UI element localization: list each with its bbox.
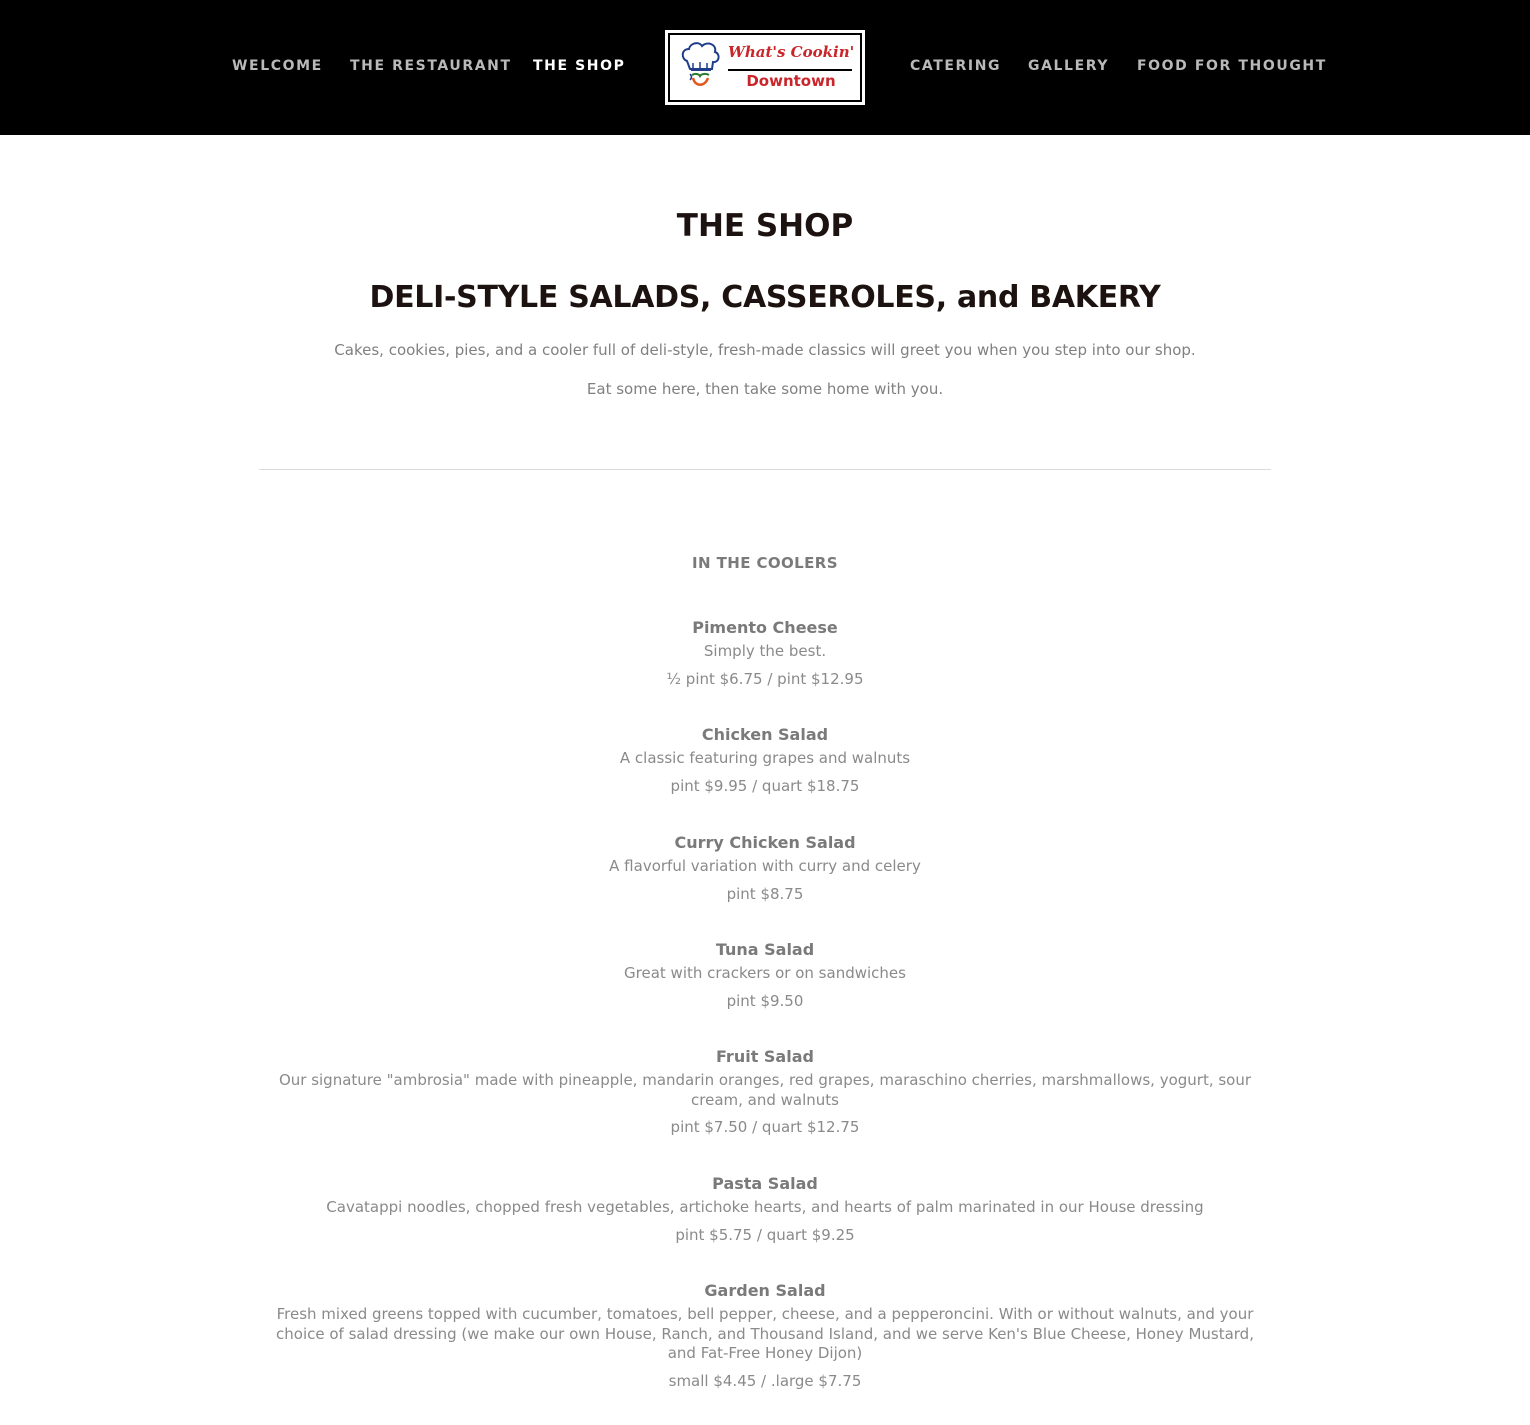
menu-item-description: Cavatappi noodles, chopped fresh vegetables, artichoke hearts, and hearts of palm marinated in our House dressing: [326, 1198, 1204, 1216]
menu-item-name: Garden Salad: [704, 1281, 826, 1300]
site-logo[interactable]: [665, 30, 865, 105]
menu-item-description: A flavorful variation with curry and celery: [609, 857, 921, 875]
menu-item-name: Tuna Salad: [715, 940, 815, 959]
menu-item: [262, 1047, 1268, 1137]
nav-the-restaurant[interactable]: THE RESTAURANT: [350, 58, 512, 74]
menu-item-price: pint $9.50: [726, 991, 804, 1010]
chef-icon: [679, 41, 721, 93]
nav-catering[interactable]: CATERING: [910, 58, 1002, 74]
nav-gallery[interactable]: GALLERY: [1028, 58, 1110, 74]
page-title: THE SHOP: [676, 208, 854, 244]
menu-item-price: pint $9.95 / quart $18.75: [670, 776, 860, 795]
logo-frame: [668, 33, 862, 102]
menu-item-description: Our signature "ambrosia" made with pineapple, mandarin oranges, red grapes, maraschino cherries, marshmallows, yogurt, sour cream, and walnuts: [278, 1071, 1252, 1109]
nav-welcome[interactable]: WELCOME: [232, 58, 323, 74]
menu-item-price: small $4.45 / .large $7.75: [668, 1371, 862, 1390]
menu-item-price: pint $8.75: [726, 884, 804, 903]
menu-item: [262, 725, 1268, 796]
menu-item-description: Simply the best.: [703, 642, 827, 660]
menu-item-name: Pasta Salad: [712, 1174, 818, 1193]
menu-item-name: Pimento Cheese: [692, 618, 838, 637]
logo-underline: [728, 69, 852, 71]
menu-item: [262, 1281, 1268, 1391]
menu-item-name: Fruit Salad: [716, 1047, 814, 1066]
logo-text-downtown: Downtown: [746, 72, 836, 90]
menu-item-description: Great with crackers or on sandwiches: [624, 964, 906, 982]
intro-paragraph-1: Cakes, cookies, pies, and a cooler full of deli-style, fresh-made classics will greet you when you step into our shop.: [334, 341, 1196, 359]
menu-item-name: Curry Chicken Salad: [674, 833, 856, 852]
page-subtitle: DELI-STYLE SALADS, CASSEROLES, and BAKERY: [369, 280, 1161, 315]
intro-paragraph-2: Eat some here, then take some home with you.: [586, 380, 944, 398]
top-navigation-bar: [0, 0, 1530, 135]
nav-food-for-thought[interactable]: FOOD FOR THOUGHT: [1137, 58, 1327, 74]
menu-item-price: pint $5.75 / quart $9.25: [675, 1225, 855, 1244]
menu-item: [262, 1174, 1268, 1245]
menu-item-price: pint $7.50 / quart $12.75: [670, 1118, 860, 1136]
section-title-in-the-coolers: IN THE COOLERS: [692, 554, 838, 572]
menu-item: [262, 833, 1268, 904]
section-divider: [259, 469, 1271, 470]
menu-item-name: Chicken Salad: [701, 725, 829, 744]
menu-item-description: Fresh mixed greens topped with cucumber, tomatoes, bell pepper, cheese, and a pepperoncini. With or without walnuts, and your choice of salad dressing (we make our own House, Ranch, and Thousand Island, and we serve Ken's Blue Cheese, Honey Mustard, and Fat-Free Honey Dijon): [276, 1305, 1254, 1362]
menu-item: [262, 940, 1268, 1011]
menu-item-description: A classic featuring grapes and walnuts: [619, 749, 911, 767]
menu-item-price: ½ pint $6.75 / pint $12.95: [666, 669, 864, 688]
logo-text-whats-cookin: What's Cookin': [728, 43, 855, 61]
menu-item: [262, 618, 1268, 689]
nav-the-shop[interactable]: THE SHOP: [533, 58, 626, 74]
